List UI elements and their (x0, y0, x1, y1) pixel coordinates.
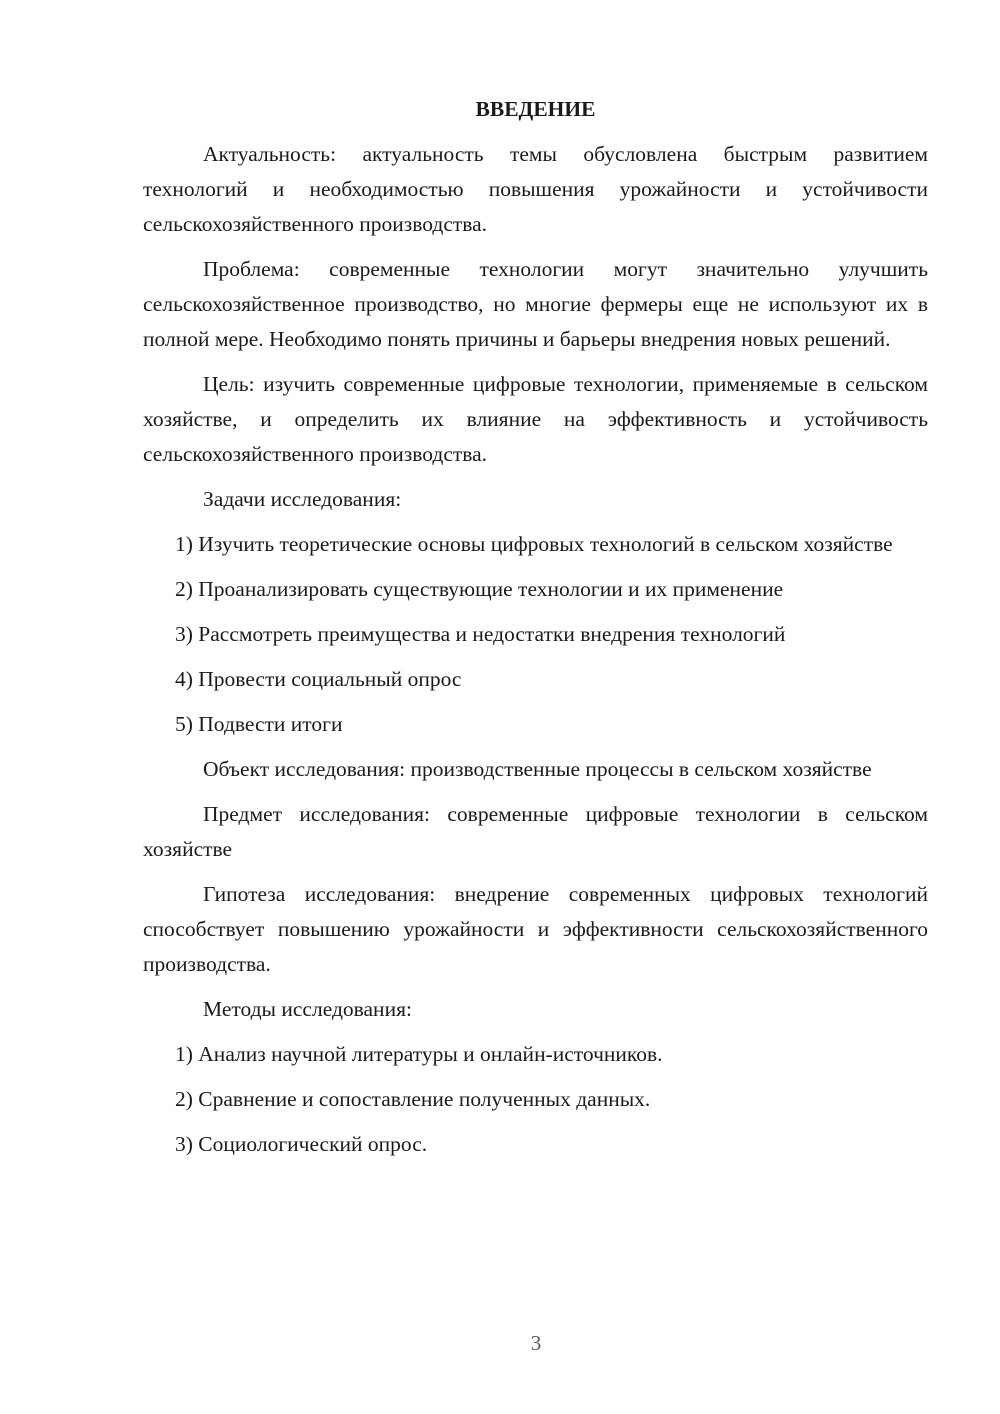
task-item-4: 4) Провести социальный опрос (175, 667, 462, 691)
methods-heading: Методы исследования: (203, 997, 412, 1021)
problem-paragraph: Проблема: современные технологии могут значительно улучшить сельскохозяйственное производство, но многие фермеры еще не используют их в полной мере. Необходимо понять причины и барьеры внедрения новых решений. (143, 257, 928, 351)
page-number: 3 (530, 1331, 542, 1355)
hypothesis-paragraph: Гипотеза исследования: внедрение современных цифровых технологий способствует повышению урожайности и эффективности сельскохозяйственного производства. (143, 882, 928, 976)
method-item-2: 2) Сравнение и сопоставление полученных данных. (175, 1087, 651, 1111)
document-page (143, 92, 928, 1172)
method-item-3: 3) Социологический опрос. (175, 1132, 428, 1156)
page-title: ВВЕДЕНИЕ (475, 97, 596, 121)
subject-paragraph: Предмет исследования: современные цифровые технологии в сельском хозяйстве (143, 802, 928, 861)
task-item-5: 5) Подвести итоги (175, 712, 343, 736)
object-paragraph: Объект исследования: производственные процессы в сельском хозяйстве (203, 757, 872, 781)
method-item-1: 1) Анализ научной литературы и онлайн-источников. (175, 1042, 663, 1066)
tasks-heading: Задачи исследования: (203, 487, 402, 511)
relevance-paragraph: Актуальность: актуальность темы обусловлена быстрым развитием технологий и необходимостью повышения урожайности и устойчивости сельскохозяйственного производства. (143, 142, 928, 236)
task-item-3: 3) Рассмотреть преимущества и недостатки внедрения технологий (175, 622, 786, 646)
task-item-2: 2) Проанализировать существующие технологии и их применение (175, 577, 784, 601)
goal-paragraph: Цель: изучить современные цифровые технологии, применяемые в сельском хозяйстве, и определить их влияние на эффективность и устойчивость сельскохозяйственного производства. (143, 372, 928, 466)
task-item-1: 1) Изучить теоретические основы цифровых технологий в сельском хозяйстве (175, 532, 893, 556)
